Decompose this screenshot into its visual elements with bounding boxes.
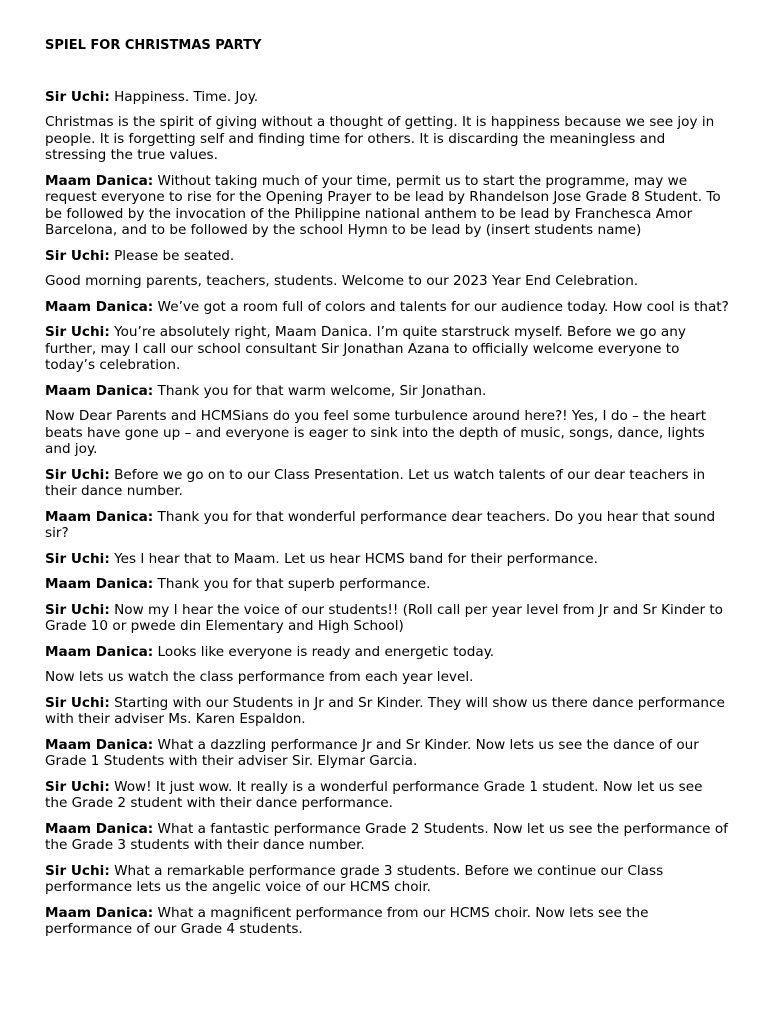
paragraph-text: Thank you for that superb performance. [153, 576, 431, 592]
paragraph-text: Thank you for that wonderful performance dear teachers. Do you hear that sound sir? [45, 508, 716, 541]
paragraph-list [45, 89, 729, 938]
speaker-name: Sir Uchi: [45, 694, 110, 711]
paragraph-text: Now Dear Parents and HCMSians do you feel some turbulence around here?! Yes, I do – the heart beats have gone up – and everyone is eager to sink into the depth of music, songs, dance, lights and joy. [45, 408, 707, 457]
speaker-name: Sir Uchi: [45, 88, 110, 105]
script-paragraph [45, 383, 729, 400]
speaker-name: Sir Uchi: [45, 601, 110, 618]
speaker-name: Sir Uchi: [45, 324, 110, 340]
speaker-name: Maam Danica: [45, 820, 154, 837]
paragraph-text: Happiness. Time. Joy. [109, 88, 259, 105]
script-paragraph [45, 114, 729, 164]
script-paragraph [45, 248, 729, 265]
speaker-name: Maam Danica: [45, 382, 154, 399]
document-page [45, 38, 729, 947]
paragraph-text: You’re absolutely right, Maam Danica. I’m quite starstruck myself. Before we go any further, may I call our school consultant Sir Jonathan Azana to officially welcome everyone to today’s celebration. [45, 324, 686, 373]
script-paragraph [45, 551, 729, 568]
speaker-name: Maam Danica: [45, 172, 154, 189]
script-paragraph [45, 509, 729, 542]
script-paragraph [45, 669, 729, 686]
speaker-name: Maam Danica: [45, 576, 154, 592]
paragraph-text: Starting with our Students in Jr and Sr Kinder. They will show us there dance performance with their adviser Ms. Karen Espaldon. [45, 694, 725, 727]
paragraph-text: What a fantastic performance Grade 2 Students. Now let us see the performance of the Grade 3 students with their dance number. [45, 820, 728, 853]
speaker-name: Maam Danica: [45, 736, 154, 753]
paragraph-text: Before we go on to our Class Presentation. Let us watch talents of our dear teachers in their dance number. [45, 466, 706, 499]
script-paragraph [45, 863, 729, 896]
speaker-name: Maam Danica: [45, 643, 154, 660]
paragraph-text: Now lets us watch the class performance from each year level. [45, 669, 474, 685]
script-paragraph [45, 644, 729, 661]
script-paragraph [45, 273, 729, 290]
speaker-name: Maam Danica: [45, 508, 154, 525]
paragraph-text: What a magnificent performance from our HCMS choir. Now lets see the performance of our Grade 4 students. [45, 904, 649, 937]
script-paragraph [45, 695, 729, 728]
paragraph-text: Yes I hear that to Maam. Let us hear HCMS band for their performance. [109, 550, 598, 567]
paragraph-text: We’ve got a room full of colors and talents for our audience today. How cool is that? [153, 298, 729, 315]
script-paragraph [45, 737, 729, 770]
paragraph-text: Thank you for that warm welcome, Sir Jonathan. [153, 382, 487, 399]
script-paragraph [45, 89, 729, 106]
script-paragraph [45, 173, 729, 239]
script-paragraph [45, 905, 729, 938]
script-paragraph [45, 467, 729, 500]
paragraph-text: Without taking much of your time, permit us to start the programme, may we request everyone to rise for the Opening Prayer to be lead by Rhandelson Jose Grade 8 Student. To be followed by the invocation of the Philippine national anthem to be lead by Franchesca Amor Barcelona, and to be followed by the school Hymn to be lead by (insert students name) [45, 172, 721, 238]
speaker-name: Sir Uchi: [45, 862, 110, 879]
paragraph-text: Looks like everyone is ready and energetic today. [153, 643, 495, 660]
speaker-name: Sir Uchi: [45, 550, 110, 567]
speaker-name: Maam Danica: [45, 298, 154, 315]
paragraph-text: Good morning parents, teachers, students. Welcome to our 2023 Year End Celebration. [45, 273, 639, 289]
script-paragraph [45, 821, 729, 854]
speaker-name: Sir Uchi: [45, 778, 110, 795]
script-paragraph [45, 408, 729, 458]
script-paragraph [45, 576, 729, 593]
script-paragraph [45, 602, 729, 635]
speaker-name: Maam Danica: [45, 904, 154, 921]
speaker-name: Sir Uchi: [45, 247, 110, 264]
speaker-name: Sir Uchi: [45, 466, 110, 483]
script-paragraph [45, 324, 729, 374]
paragraph-text: Christmas is the spirit of giving without a thought of getting. It is happiness because we see joy in people. It is forgetting self and finding time for others. It is discarding the meaningless and stressing the true values. [45, 114, 715, 163]
paragraph-text: What a remarkable performance grade 3 students. Before we continue our Class performance lets us the angelic voice of our HCMS choir. [45, 862, 664, 895]
script-paragraph [45, 299, 729, 316]
paragraph-text: What a dazzling performance Jr and Sr Kinder. Now lets us see the dance of our Grade 1 Students with their adviser Sir. Elymar Garcia. [45, 736, 699, 769]
script-paragraph [45, 779, 729, 812]
paragraph-text: Wow! It just wow. It really is a wonderful performance Grade 1 student. Now let us see the Grade 2 student with their dance performance. [45, 778, 703, 811]
paragraph-text: Now my I hear the voice of our students!! (Roll call per year level from Jr and Sr Kinder to Grade 10 or pwede din Elementary and High School) [45, 601, 723, 634]
document-title: SPIEL FOR CHRISTMAS PARTY [45, 38, 262, 53]
paragraph-text: Please be seated. [109, 247, 235, 264]
